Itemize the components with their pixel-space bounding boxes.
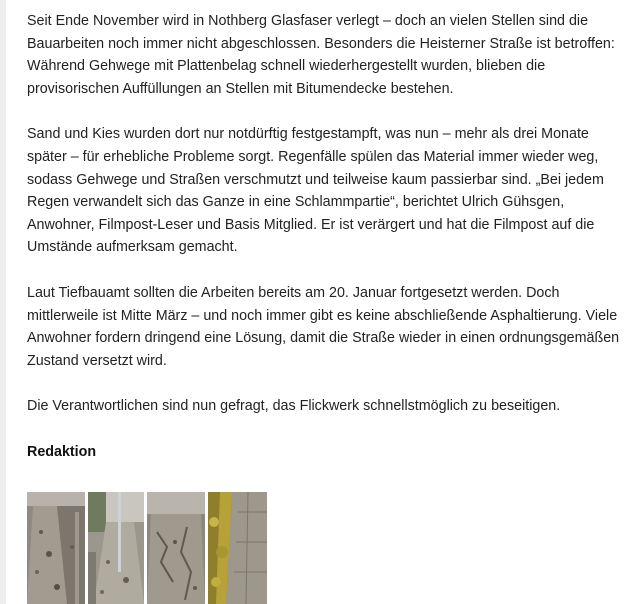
left-border (0, 0, 6, 604)
gallery-photo-1[interactable] (27, 492, 85, 604)
gallery-photo-4[interactable] (208, 492, 267, 604)
gallery-photo-3[interactable] (147, 492, 205, 604)
gallery-photo-2[interactable] (88, 492, 144, 604)
article-paragraph-1: Seit Ende November wird in Nothberg Glasfaser verlegt – doch an vielen Stellen sind die Bauarbeiten noch immer nicht abgeschlossen. Besonders die Heisterner Straße ist betroffen: Während Gehwege mit Plattenbelag schnell wiederhergestellt wurden, blieben die provisorischen Auffüllungen an Stellen mit Bitumendecke bestehen. (27, 13, 615, 97)
article-author: Redaktion (27, 443, 97, 460)
article-body (27, 10, 631, 480)
article-paragraph-4: Die Verantwortlichen sind nun gefragt, das Flickwerk schnellstmöglich zu beseitigen. (27, 398, 561, 415)
article-paragraph-2: Sand und Kies wurden dort nur notdürftig festgestampft, was nun – mehr als drei Monate später – für erhebliche Probleme sorgt. Regenfälle spülen das Material immer wieder weg, sodass Gehwege und Straßen verschmutzt und teilweise kaum passierbar sind. „Bei jedem Regen verwandelt sich das Ganze in eine Schlammpartie“, berichtet Ulrich Gühsgen, Anwohner, Filmpost-Leser und Basis Mitglied. Er ist verärgert und hat die Filmpost auf die Umstände aufmerksam gemacht. (27, 126, 604, 256)
photo-gallery (27, 492, 267, 604)
article-paragraph-3: Laut Tiefbauamt sollten die Arbeiten bereits am 20. Januar fortgesetzt werden. Doch mittlerweile ist Mitte März – und noch immer gibt es keine abschließende Asphaltierung. Viele Anwohner fordern dringend eine Lösung, damit die Straße wieder in einen ordnungsgemäßen Zustand versetzt wird. (27, 284, 620, 369)
